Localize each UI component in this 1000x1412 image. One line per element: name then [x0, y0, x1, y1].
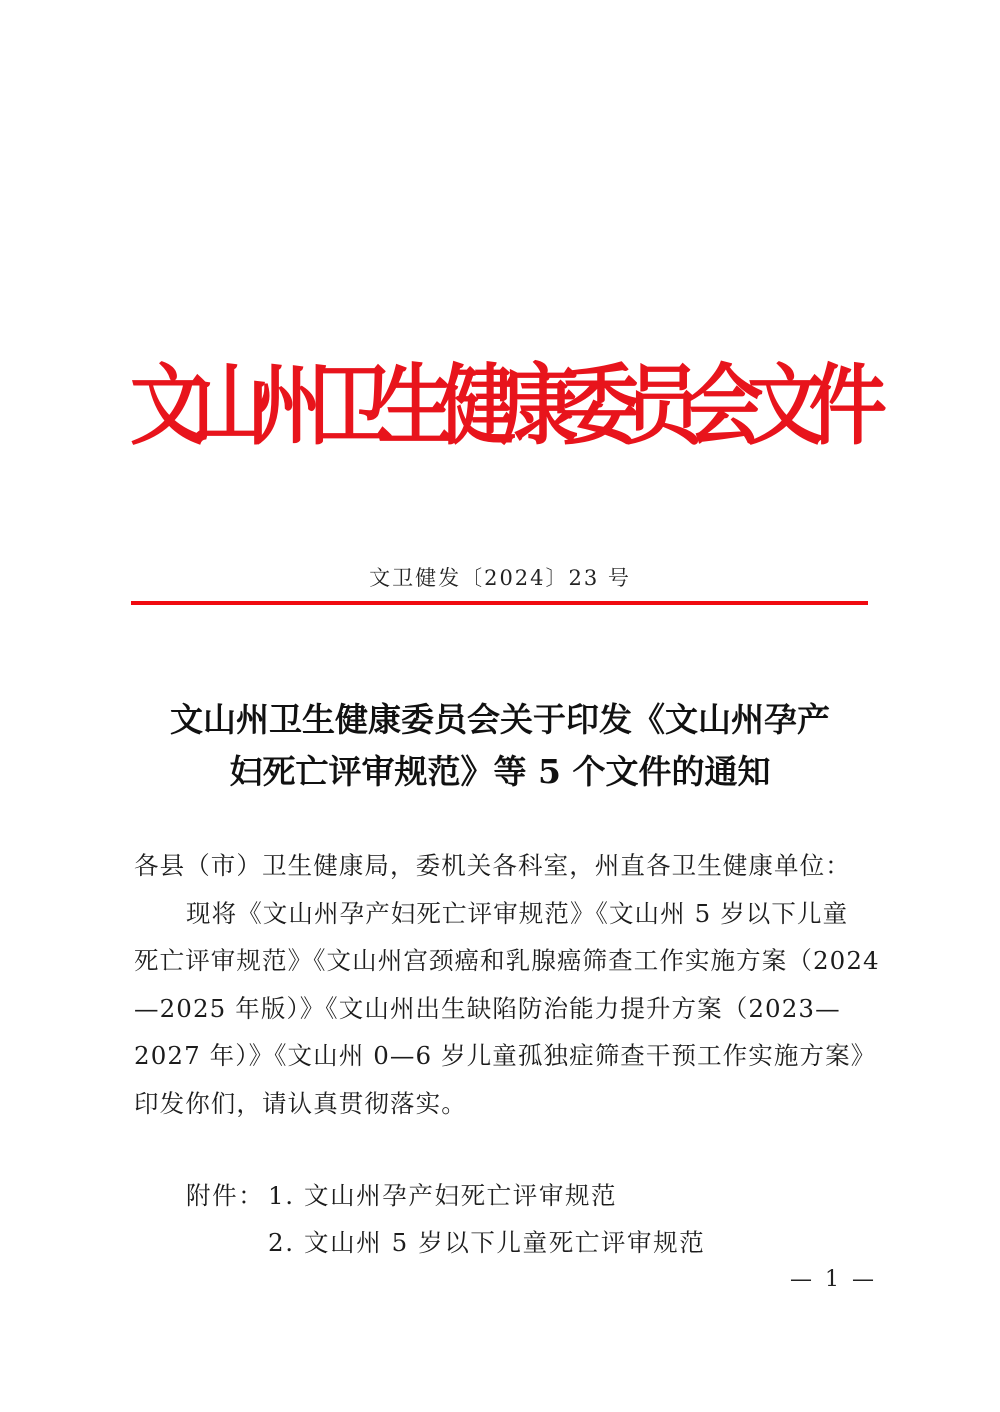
page-number: — 1 —	[790, 1267, 877, 1292]
masthead-char: 会	[685, 355, 764, 458]
masthead-char: 生	[376, 355, 455, 458]
body-line: —2025 年版）》《文山州出生缺陷防治能力提升方案（2023—	[134, 993, 841, 1023]
masthead-char: 山	[191, 355, 270, 458]
masthead-char: 委	[562, 355, 641, 458]
title-line-1: 文山州卫生健康委员会关于印发《文山州孕产	[170, 700, 830, 739]
salutation: 各县（市）卫生健康局，委机关各科室，州直各卫生健康单位：	[134, 851, 851, 880]
body-line: 2027 年）》《文山州 0—6 岁儿童孤独症筛查干预工作实施方案》	[134, 1041, 877, 1071]
body-line: 现将《文山州孕产妇死亡评审规范》《文山州 5 岁以下儿童	[186, 898, 849, 928]
attachment-item	[186, 1172, 705, 1219]
document-title	[130, 694, 870, 798]
masthead-char: 卫	[315, 355, 394, 458]
attachments-label: 附件：	[186, 1181, 265, 1210]
attachment-item	[186, 1219, 705, 1266]
masthead-char: 员	[623, 355, 702, 458]
masthead-char: 康	[500, 355, 579, 458]
masthead-title	[130, 345, 887, 468]
masthead-char: 健	[438, 355, 517, 458]
masthead-char: 文	[747, 355, 826, 458]
body-line: 印发你们，请认真贯彻落实。	[134, 1088, 467, 1118]
attachments-list	[186, 1172, 705, 1266]
title-line-2: 妇死亡评审规范》等 5 个文件的通知	[229, 752, 771, 791]
masthead-char: 文	[130, 355, 209, 458]
attachment-title: 1. 文山州孕产妇死亡评审规范	[268, 1181, 618, 1210]
document-body	[134, 842, 880, 1128]
red-separator-rule	[131, 601, 868, 605]
body-line: 死亡评审规范》《文山州宫颈癌和乳腺癌筛查工作实施方案（2024	[134, 946, 880, 976]
masthead-char: 州	[253, 355, 332, 458]
attachment-title: 2. 文山州 5 岁以下儿童死亡评审规范	[268, 1228, 706, 1257]
masthead-char: 件	[808, 355, 887, 458]
document-number: 文卫健发〔2024〕23 号	[369, 566, 631, 590]
